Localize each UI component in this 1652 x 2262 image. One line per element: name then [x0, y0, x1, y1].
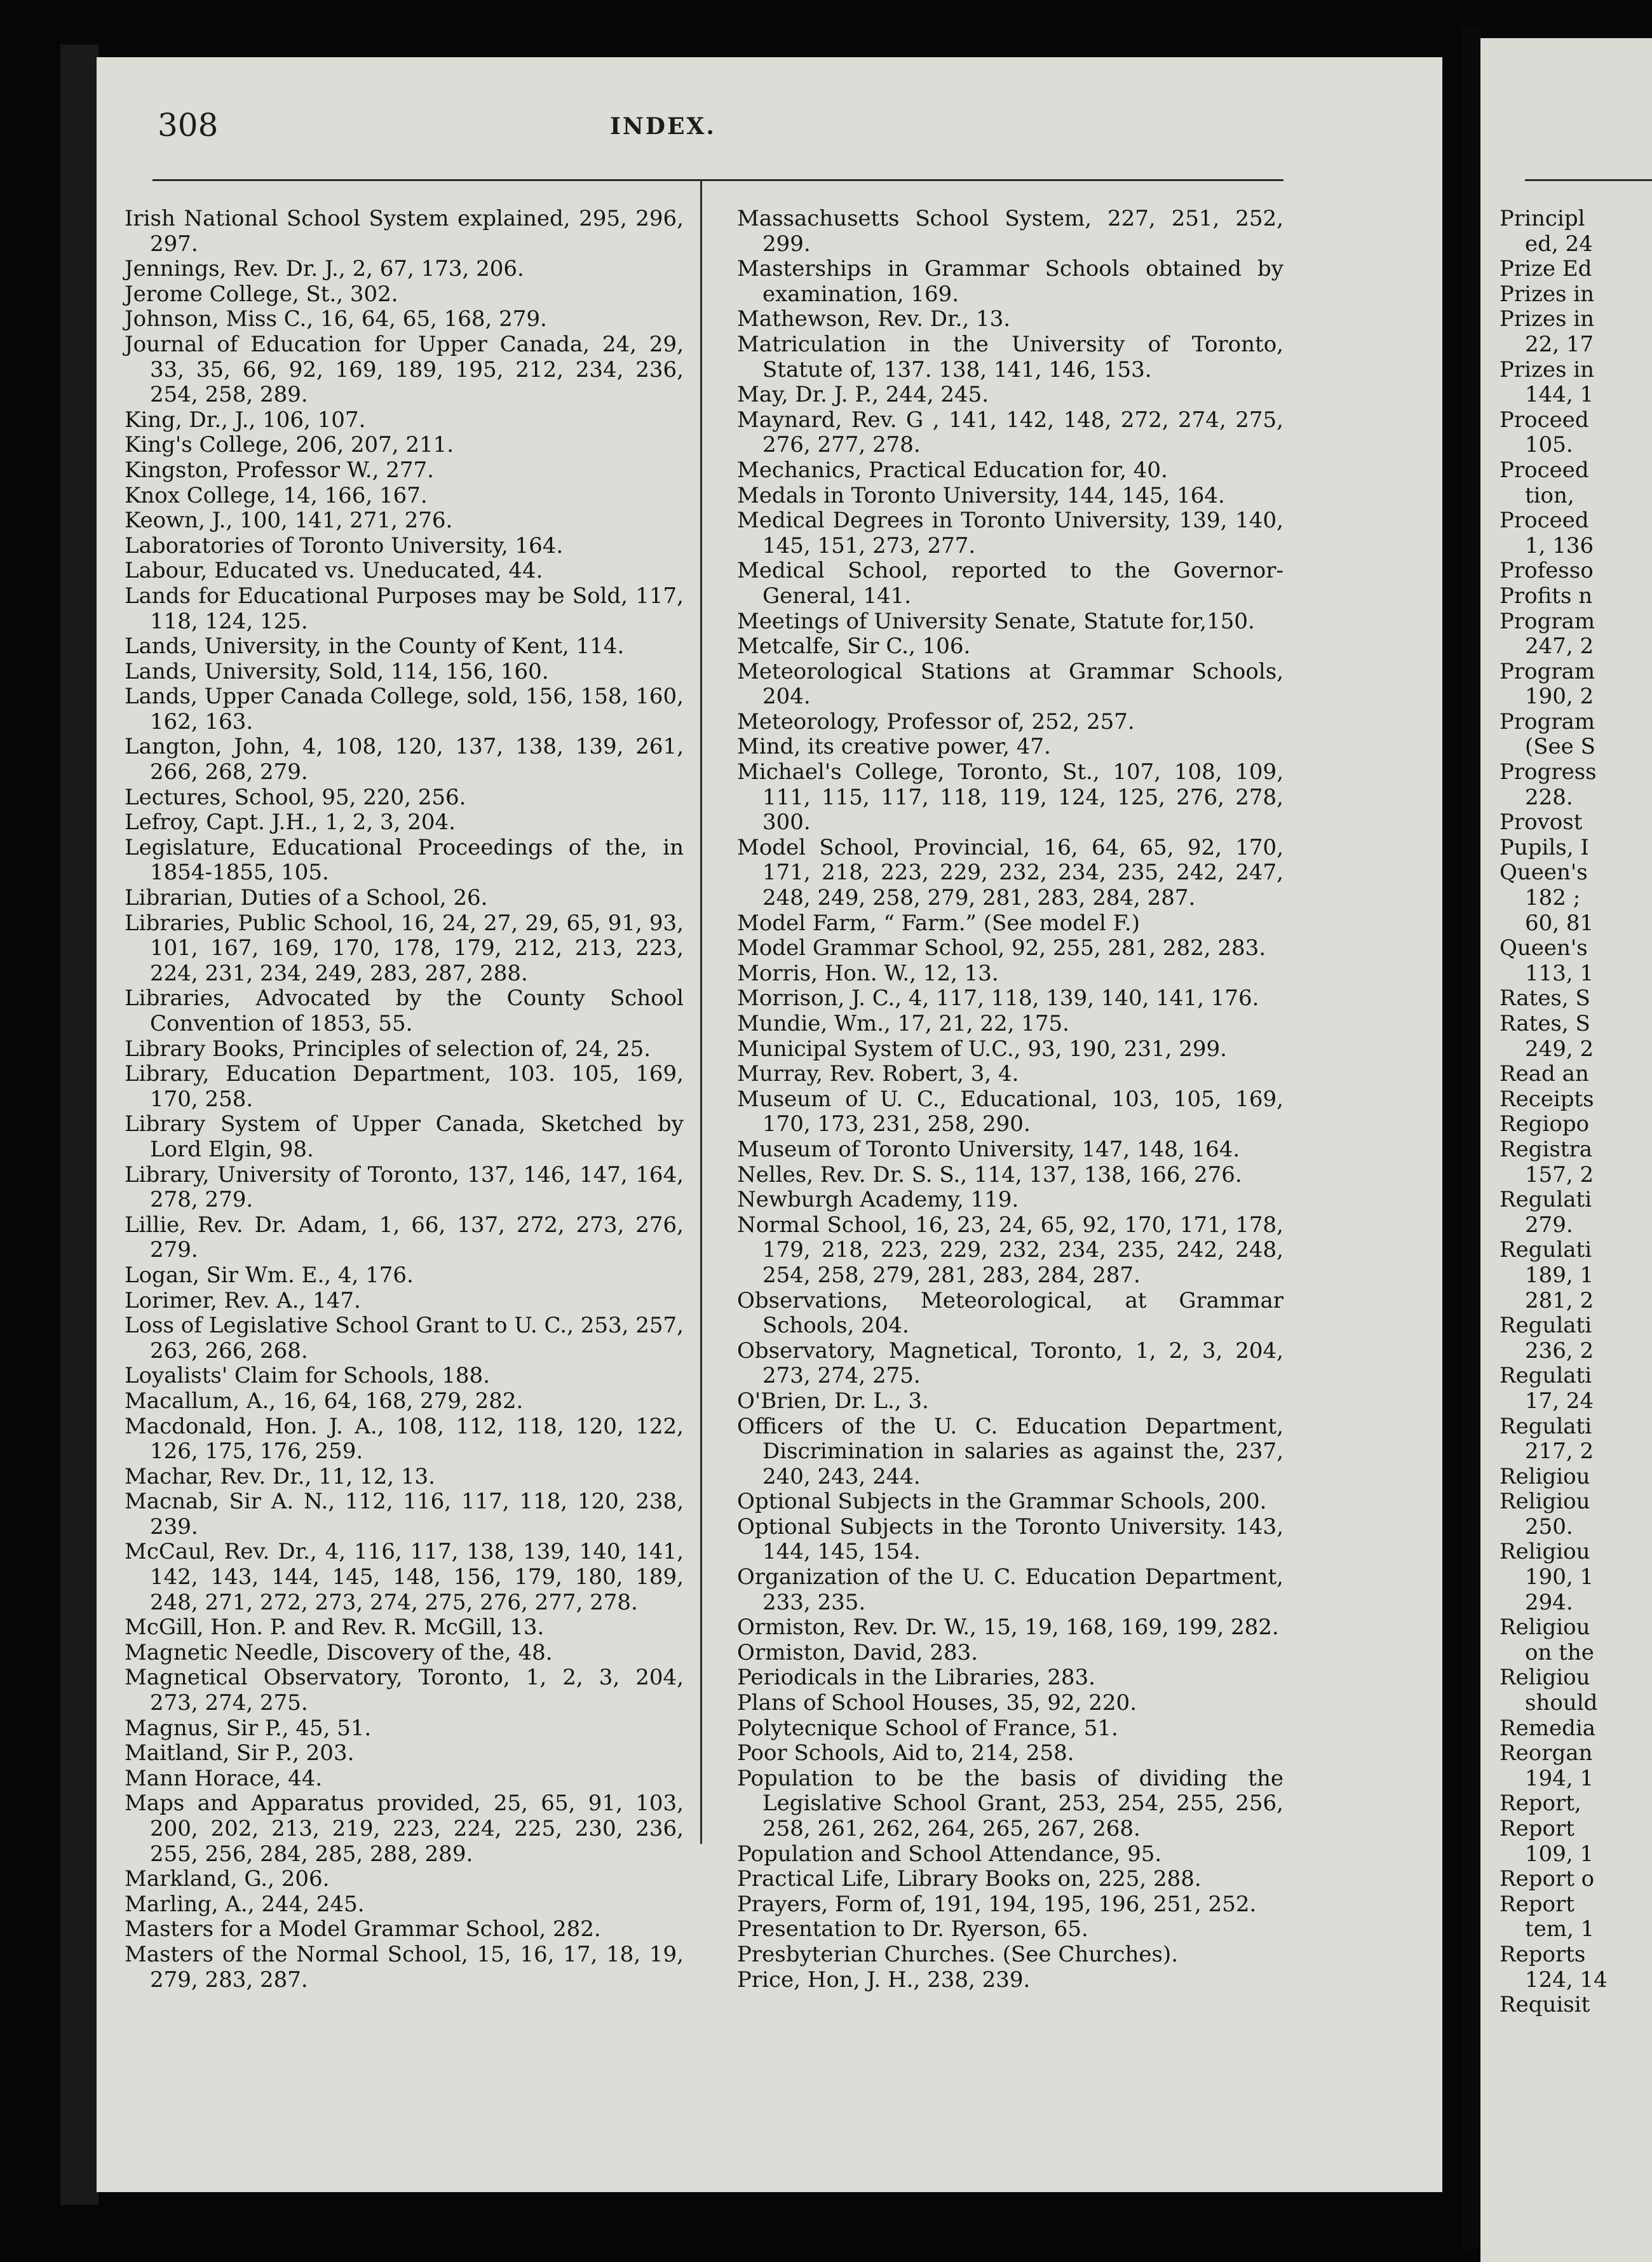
index-entry: Massachusetts School System, 227, 251, 252, 299. [737, 206, 1283, 257]
index-entry: Libraries, Advocated by the County School Convention of 1853, 55. [125, 985, 684, 1036]
index-entry: Municipal System of U.C., 93, 190, 231, 299. [737, 1036, 1227, 1062]
index-entry-fragment: Queen's [1500, 860, 1588, 886]
index-entry: Machar, Rev. Dr., 11, 12, 13. [125, 1463, 435, 1489]
index-entry: Macallum, A., 16, 64, 168, 279, 282. [125, 1388, 524, 1414]
index-entry-fragment: tion, [1525, 482, 1574, 508]
index-entry-fragment: Progress [1500, 759, 1597, 785]
index-entry-fragment: Religiou [1500, 1489, 1590, 1515]
index-entry-fragment: 124, 14 [1525, 1967, 1608, 1993]
index-entry: Officers of the U. C. Education Department, Discrimination in salaries as against the, 237, 240, 243, 244. [737, 1413, 1283, 1489]
index-entry: Population and School Attendance, 95. [737, 1841, 1162, 1867]
index-entry: Normal School, 16, 23, 24, 65, 92, 170, 171, 178, 179, 218, 223, 229, 232, 234, 235, 242, 248, 254, 258, 279, 281, 283, 284, 287. [737, 1212, 1283, 1288]
index-entry-fragment: 1, 136 [1525, 532, 1594, 559]
index-entry: Michael's College, Toronto, St., 107, 108, 109, 111, 115, 117, 118, 119, 124, 125, 276, 278, 300. [737, 759, 1283, 836]
index-entry: Langton, John, 4, 108, 120, 137, 138, 139, 261, 266, 268, 279. [125, 734, 684, 785]
index-entry: Library, University of Toronto, 137, 146, 147, 164, 278, 279. [125, 1161, 684, 1213]
index-entry: Morris, Hon. W., 12, 13. [737, 960, 999, 986]
index-entry: Maps and Apparatus provided, 25, 65, 91, 103, 200, 202, 213, 219, 223, 224, 225, 230, 236, 255, 256, 284, 285, 288, 289. [125, 1791, 684, 1867]
index-entry-fragment: 17, 24 [1525, 1388, 1594, 1414]
index-entry-fragment: 249, 2 [1525, 1036, 1594, 1062]
index-entry: Poor Schools, Aid to, 214, 258. [737, 1740, 1074, 1766]
index-entry-fragment: tem, 1 [1525, 1916, 1595, 1942]
index-entry-fragment: Profits n [1500, 583, 1593, 609]
index-entry: Observatory, Magnetical, Toronto, 1, 2, 3, 204, 273, 274, 275. [737, 1338, 1283, 1389]
index-entry: Plans of School Houses, 35, 92, 220. [737, 1690, 1137, 1716]
index-entry-fragment: Prizes in [1500, 281, 1595, 307]
index-entry: Ormiston, Rev. Dr. W., 15, 19, 168, 169, 199, 282. [737, 1615, 1279, 1641]
index-entry-fragment: 182 ; [1525, 885, 1581, 911]
index-entry: Optional Subjects in the Toronto University. 143, 144, 145, 154. [737, 1514, 1283, 1565]
index-entry: Ormiston, David, 283. [737, 1639, 978, 1665]
index-entry: Organization of the U. C. Education Department, 233, 235. [737, 1564, 1283, 1615]
index-entry: Prayers, Form of, 191, 194, 195, 196, 251, 252. [737, 1891, 1257, 1917]
index-entry-fragment: Provost [1500, 809, 1583, 836]
index-entry: Meetings of University Senate, Statute for,150. [737, 608, 1255, 634]
index-entry: Optional Subjects in the Grammar Schools, 200. [737, 1489, 1267, 1515]
index-entry-fragment: 194, 1 [1525, 1765, 1594, 1791]
index-entry: Magnetical Observatory, Toronto, 1, 2, 3, 204, 273, 274, 275. [125, 1665, 684, 1716]
index-entry: Library System of Upper Canada, Sketched by Lord Elgin, 98. [125, 1111, 684, 1162]
column-divider [700, 179, 702, 1844]
index-entry: Polytecnique School of France, 51. [737, 1715, 1118, 1741]
index-entry-fragment: Religiou [1500, 1463, 1590, 1489]
page-title: INDEX. [610, 113, 716, 140]
index-entry-fragment: Rates, S [1500, 1011, 1590, 1036]
index-entry-fragment: (See S [1525, 734, 1595, 760]
index-entry-fragment: Read an [1500, 1061, 1589, 1087]
index-entry-fragment: Program [1500, 658, 1595, 684]
index-entry-fragment: Reorgan [1500, 1740, 1593, 1766]
index-entry: Marling, A., 244, 245. [125, 1891, 365, 1917]
index-entry: Masters for a Model Grammar School, 282. [125, 1916, 601, 1942]
index-entry: Lands for Educational Purposes may be Sold, 117, 118, 124, 125. [125, 583, 684, 634]
index-entry: Practical Life, Library Books on, 225, 288. [737, 1866, 1202, 1892]
index-entry: Lillie, Rev. Dr. Adam, 1, 66, 137, 272, 273, 276, 279. [125, 1212, 684, 1263]
index-entry: Lands, Upper Canada College, sold, 156, 158, 160, 162, 163. [125, 684, 684, 735]
index-entry: Lands, University, in the County of Kent, 114. [125, 633, 625, 660]
index-entry-fragment: Requisit [1500, 1992, 1590, 2018]
index-entry: Lands, University, Sold, 114, 156, 160. [125, 658, 549, 684]
index-entry-fragment: 247, 2 [1525, 633, 1594, 660]
index-entry: Journal of Education for Upper Canada, 24, 29, 33, 35, 66, 92, 169, 189, 195, 212, 234, 236, 254, 258, 289. [125, 331, 684, 408]
index-entry: McGill, Hon. P. and Rev. R. McGill, 13. [125, 1615, 545, 1641]
index-entry-fragment: 60, 81 [1525, 910, 1594, 936]
index-entry-fragment: 105. [1525, 432, 1573, 458]
index-entry-fragment: Program [1500, 708, 1595, 735]
index-entry: Mathewson, Rev. Dr., 13. [737, 306, 1011, 332]
index-entry-fragment: Registra [1500, 1136, 1592, 1162]
index-entry-fragment: should [1525, 1690, 1598, 1716]
index-entry: Presbyterian Churches. (See Churches). [737, 1941, 1178, 1967]
index-entry: Keown, J., 100, 141, 271, 276. [125, 508, 453, 534]
index-entry: Library Books, Principles of selection of, 24, 25. [125, 1036, 651, 1062]
index-entry: Loyalists' Claim for Schools, 188. [125, 1363, 490, 1389]
index-entry-fragment: Prizes in [1500, 306, 1595, 332]
index-entry-fragment: 22, 17 [1525, 331, 1594, 357]
index-entry-fragment: on the [1525, 1639, 1594, 1665]
index-entry-fragment: Religiou [1500, 1665, 1590, 1691]
index-entry-fragment: 281, 2 [1525, 1287, 1594, 1313]
index-entry: Medals in Toronto University, 144, 145, 164. [737, 482, 1225, 508]
index-entry: Logan, Sir Wm. E., 4, 176. [125, 1262, 414, 1288]
index-entry-fragment: 217, 2 [1525, 1439, 1594, 1465]
index-entry-fragment: Program [1500, 608, 1595, 634]
index-entry-fragment: 190, 2 [1525, 684, 1594, 710]
index-entry: Masters of the Normal School, 15, 16, 17, 18, 19, 279, 283, 287. [125, 1941, 684, 1993]
index-entry: Magnus, Sir P., 45, 51. [125, 1715, 372, 1741]
index-entry-fragment: Proceed [1500, 407, 1589, 433]
index-entry: Labour, Educated vs. Uneducated, 44. [125, 558, 543, 584]
index-column-middle [737, 207, 1283, 1993]
index-entry: Model School, Provincial, 16, 64, 65, 92, 170, 171, 218, 223, 229, 232, 234, 235, 242, 247, 248, 249, 258, 279, 281, 283, 284, 287. [737, 834, 1283, 911]
index-entry-fragment: Prize Ed [1500, 256, 1592, 282]
index-entry: Metcalfe, Sir C., 106. [737, 633, 971, 660]
index-entry: Kingston, Professor W., 277. [125, 457, 434, 483]
index-entry: Nelles, Rev. Dr. S. S., 114, 137, 138, 166, 276. [737, 1161, 1242, 1188]
index-entry: Observations, Meteorological, at Grammar Schools, 204. [737, 1287, 1283, 1339]
index-entry-fragment: Regulati [1500, 1363, 1592, 1389]
index-entry: Model Farm, “ Farm.” (See model F.) [737, 910, 1140, 936]
index-entry-fragment: Religiou [1500, 1615, 1590, 1641]
index-entry-fragment: Receipts [1500, 1086, 1594, 1112]
index-entry: Meteorological Stations at Grammar Schools, 204. [737, 658, 1283, 710]
index-entry: Price, Hon, J. H., 238, 239. [737, 1967, 1031, 1993]
index-entry: Macnab, Sir A. N., 112, 116, 117, 118, 120, 238, 239. [125, 1489, 684, 1540]
index-entry: King's College, 206, 207, 211. [125, 432, 454, 458]
index-entry-fragment: Queen's [1500, 935, 1588, 961]
index-entry: O'Brien, Dr. L., 3. [737, 1388, 929, 1414]
index-entry: Laboratories of Toronto University, 164. [125, 532, 564, 559]
index-column-left [125, 207, 684, 1993]
index-entry-fragment: Remedia [1500, 1715, 1595, 1741]
index-entry: Morrison, J. C., 4, 117, 118, 139, 140, 141, 176. [737, 985, 1259, 1012]
index-column-right-fragment [1500, 207, 1652, 2018]
page-number: 308 [158, 107, 219, 144]
index-entry: Model Grammar School, 92, 255, 281, 282, 283. [737, 935, 1266, 961]
index-entry: Mundie, Wm., 17, 21, 22, 175. [737, 1011, 1069, 1036]
index-entry: Mind, its creative power, 47. [737, 734, 1051, 760]
index-entry-fragment: Proceed [1500, 508, 1589, 534]
index-entry: Masterships in Grammar Schools obtained by examination, 169. [737, 256, 1283, 307]
index-entry-fragment: Report [1500, 1891, 1574, 1917]
index-entry-fragment: Reports [1500, 1941, 1586, 1967]
index-entry: King, Dr., J., 106, 107. [125, 407, 366, 433]
index-entry-fragment: 189, 1 [1525, 1262, 1594, 1288]
index-entry: Lorimer, Rev. A., 147. [125, 1287, 361, 1313]
index-entry: Presentation to Dr. Ryerson, 65. [737, 1916, 1088, 1942]
index-entry-fragment: Regulati [1500, 1313, 1592, 1339]
index-entry-fragment: Prizes in [1500, 356, 1595, 383]
index-entry: Periodicals in the Libraries, 283. [737, 1665, 1095, 1691]
index-entry: Library, Education Department, 103. 105, 169, 170, 258. [125, 1061, 684, 1112]
index-entry: Mechanics, Practical Education for, 40. [737, 457, 1168, 483]
index-entry-fragment: Proceed [1500, 457, 1589, 483]
index-entry-fragment: Report o [1500, 1866, 1595, 1892]
index-entry: Irish National School System explained, 295, 296, 297. [125, 206, 684, 257]
right-page-header-rule [1525, 179, 1652, 181]
index-entry-fragment: Rates, S [1500, 985, 1590, 1012]
index-entry: Medical Degrees in Toronto University, 139, 140, 145, 151, 273, 277. [737, 508, 1283, 559]
index-entry-fragment: Regulati [1500, 1413, 1592, 1439]
index-entry-fragment: 279. [1525, 1212, 1573, 1238]
index-entry-fragment: Principl [1500, 207, 1585, 231]
index-entry: Museum of U. C., Educational, 103, 105, 169, 170, 173, 231, 258, 290. [737, 1086, 1283, 1137]
index-entry-fragment: 190, 1 [1525, 1564, 1594, 1590]
index-entry-fragment: 294. [1525, 1589, 1573, 1615]
index-entry: McCaul, Rev. Dr., 4, 116, 117, 138, 139, 140, 141, 142, 143, 144, 145, 148, 156, 179, 180, 189, 248, 271, 272, 273, 274, 275, 276, 277, 278. [125, 1539, 684, 1615]
header-rule [152, 179, 1283, 181]
index-entry: Libraries, Public School, 16, 24, 27, 29, 65, 91, 93, 101, 167, 169, 170, 178, 179, 212, 213, 223, 224, 231, 234, 249, 283, 287, 288. [125, 910, 684, 986]
index-entry-fragment: Report [1500, 1816, 1574, 1841]
index-entry: Meteorology, Professor of, 252, 257. [737, 708, 1135, 735]
index-entry-fragment: 144, 1 [1525, 382, 1594, 408]
index-entry-fragment: 113, 1 [1525, 960, 1594, 986]
index-entry-fragment: 157, 2 [1525, 1161, 1594, 1188]
index-entry: Loss of Legislative School Grant to U. C., 253, 257, 263, 266, 268. [125, 1313, 684, 1364]
index-entry-fragment: ed, 24 [1525, 231, 1593, 257]
index-entry: Maitland, Sir P., 203. [125, 1740, 355, 1766]
index-entry-fragment: Regiopo [1500, 1111, 1590, 1137]
index-entry-fragment: Regulati [1500, 1187, 1592, 1213]
index-entry: Medical School, reported to the Governor-General, 141. [737, 558, 1283, 609]
index-entry: Museum of Toronto University, 147, 148, 164. [737, 1136, 1240, 1162]
index-entry-fragment: Regulati [1500, 1237, 1592, 1263]
index-entry: Lefroy, Capt. J.H., 1, 2, 3, 204. [125, 809, 456, 836]
index-entry: Knox College, 14, 166, 167. [125, 482, 428, 508]
index-entry: Markland, G., 206. [125, 1866, 330, 1892]
index-entry: Macdonald, Hon. J. A., 108, 112, 118, 120, 122, 126, 175, 176, 259. [125, 1413, 684, 1465]
index-entry: Legislature, Educational Proceedings of the, in 1854-1855, 105. [125, 834, 684, 886]
index-entry-fragment: 109, 1 [1525, 1841, 1594, 1867]
index-entry: Johnson, Miss C., 16, 64, 65, 168, 279. [125, 306, 547, 332]
index-entry-fragment: Religiou [1500, 1539, 1590, 1565]
index-entry: Lectures, School, 95, 220, 256. [125, 784, 466, 810]
index-entry-fragment: Professo [1500, 558, 1594, 584]
index-entry: Jennings, Rev. Dr. J., 2, 67, 173, 206. [125, 256, 524, 282]
index-entry: Jerome College, St., 302. [125, 281, 398, 307]
index-entry-fragment: 236, 2 [1525, 1338, 1594, 1364]
index-entry: Maynard, Rev. G , 141, 142, 148, 272, 274, 275, 276, 277, 278. [737, 407, 1283, 458]
index-entry-fragment: Pupils, I [1500, 834, 1589, 860]
index-entry: Magnetic Needle, Discovery of the, 48. [125, 1639, 553, 1665]
index-entry: Newburgh Academy, 119. [737, 1187, 1019, 1213]
index-entry-fragment: 250. [1525, 1514, 1573, 1540]
index-entry: Population to be the basis of dividing the Legislative School Grant, 253, 254, 255, 256, 258, 261, 262, 264, 265, 267, 268. [737, 1765, 1283, 1841]
index-entry-fragment: Report, [1500, 1791, 1581, 1817]
index-entry: Matriculation in the University of Toronto, Statute of, 137. 138, 141, 146, 153. [737, 331, 1283, 383]
index-entry: Librarian, Duties of a School, 26. [125, 885, 488, 911]
index-entry: Murray, Rev. Robert, 3, 4. [737, 1061, 1019, 1087]
index-entry-fragment: 228. [1525, 784, 1573, 810]
index-entry: May, Dr. J. P., 244, 245. [737, 382, 989, 408]
index-entry: Mann Horace, 44. [125, 1765, 323, 1791]
